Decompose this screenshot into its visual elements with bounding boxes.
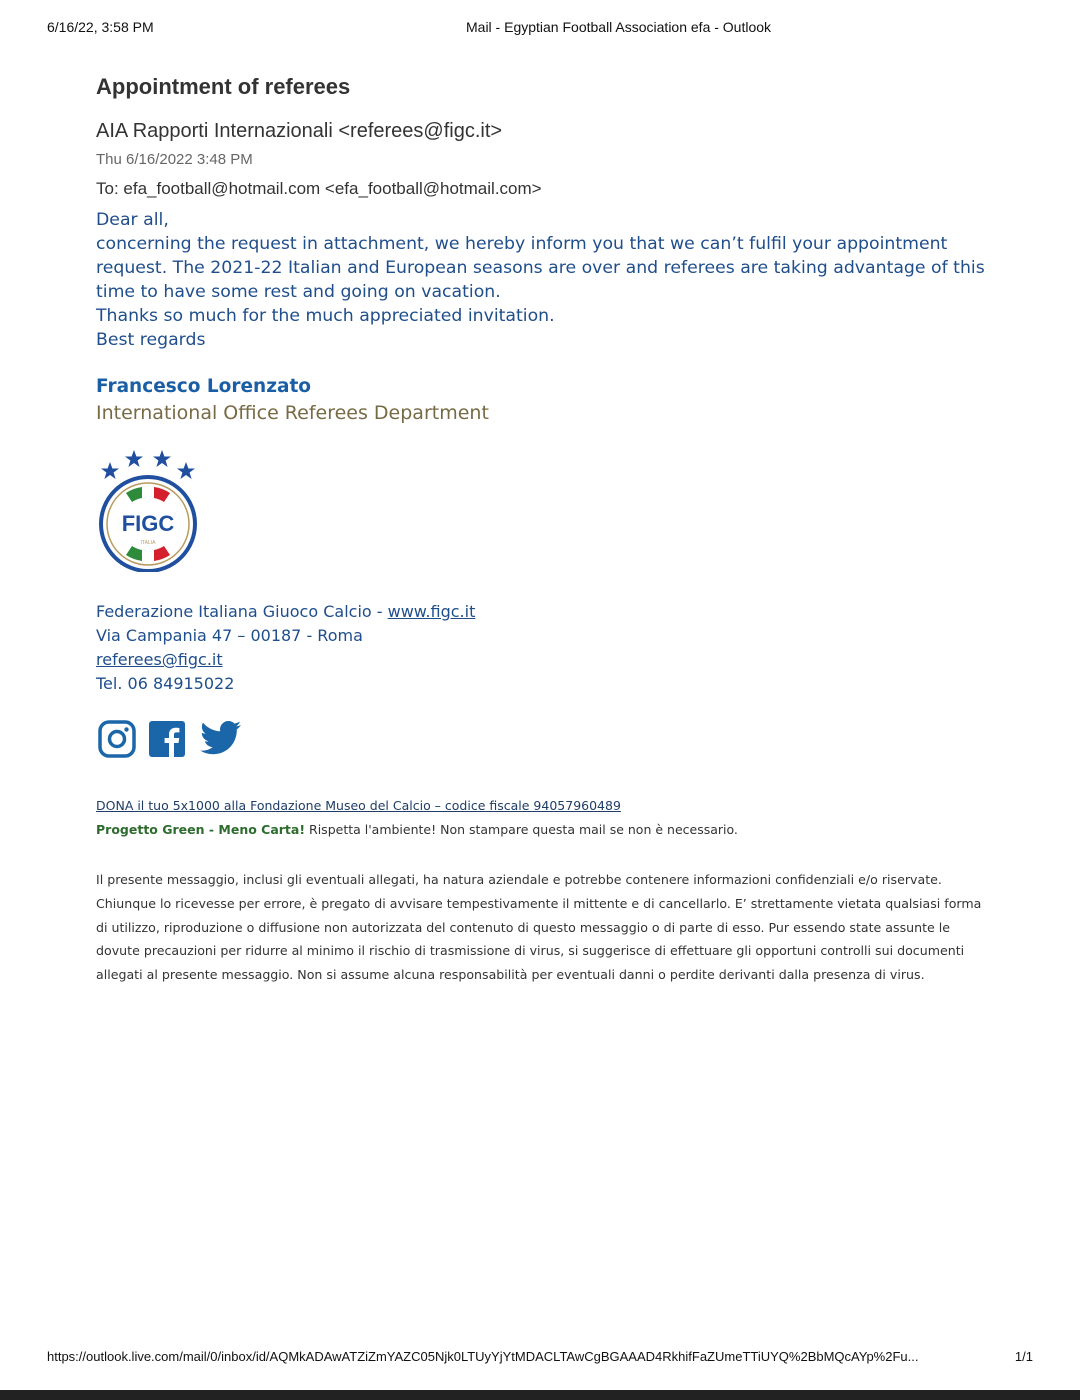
- green-label: Progetto Green - Meno Carta!: [96, 822, 306, 837]
- org-name: Federazione Italiana Giuoco Calcio -: [96, 602, 388, 621]
- bottom-edge-bar: [0, 1390, 1080, 1400]
- print-url: https://outlook.live.com/mail/0/inbox/id/AQMkADAwATZiZmYAZC05Njk0LTUyYjYtMDACLTAwCgBGAAAD4RkhifFaZUmeTTiUYQ%2BbMQcAYp%2Fu...: [47, 1349, 919, 1364]
- social-links: [98, 720, 236, 758]
- legal-disclaimer: Il presente messaggio, inclusi gli eventuali allegati, ha natura aziendale e potrebbe contenere informazioni confidenziali e/o riservate. Chiunque lo ricevesse per errore, è pregato di avvisare tempestivamente il mittente e di cancellarlo. E’ strettamente vietata qualsiasi forma di utilizzo, riproduzione o diffusione non autorizzata del contenuto di questo messaggio o di parte di esso. Pur essendo state assunte le dovute precauzioni per ridurre al minimo il rischio di trasmissione di virus, si suggerisce di effettuare gli opportuni controlli sui documenti allegati al presente messaggio. Non si assume alcuna responsabilità per eventuali danni o perdite derivanti dalla presenza di virus.: [96, 872, 982, 983]
- twitter-icon[interactable]: [198, 720, 236, 758]
- print-date: 6/16/22, 3:58 PM: [47, 19, 154, 35]
- body-thanks: Thanks so much for the much appreciated invitation.: [96, 306, 555, 326]
- email-subject: Appointment of referees: [96, 74, 351, 99]
- email-body: [96, 208, 996, 352]
- signature-contact: [96, 600, 475, 696]
- dona-link[interactable]: DONA il tuo 5x1000 alla Fondazione Museo del Calcio – codice fiscale 94057960489: [96, 798, 621, 813]
- star-icon: [125, 450, 143, 467]
- email-datetime: Thu 6/16/2022 3:48 PM: [96, 151, 253, 168]
- body-greeting: Dear all,: [96, 210, 169, 230]
- signature-name: Francesco Lorenzato: [96, 376, 312, 397]
- body-paragraph: concerning the request in attachment, we hereby inform you that we can’t fulfil your appointment request. The 2021-22 Italian and European seasons are over and referees are taking advantage of this time to have some rest and going on vacation.: [96, 234, 985, 302]
- green-notice: [96, 822, 738, 837]
- print-title: Mail - Egyptian Football Association efa - Outlook: [466, 19, 772, 35]
- email-link[interactable]: referees@figc.it: [96, 650, 223, 669]
- website-link[interactable]: www.figc.it: [387, 602, 476, 621]
- green-text: Rispetta l'ambiente! Non stampare questa mail se non è necessario.: [305, 822, 738, 837]
- print-header: [47, 19, 1033, 37]
- signature-department: International Office Referees Department: [96, 402, 489, 424]
- page-number: 1/1: [1014, 1349, 1033, 1364]
- email-sender[interactable]: AIA Rapporti Internazionali <referees@figc.it>: [96, 120, 503, 142]
- facebook-icon[interactable]: [148, 720, 186, 758]
- star-icon: [177, 462, 195, 479]
- org-line: [96, 600, 475, 624]
- body-closing: Best regards: [96, 330, 206, 350]
- email-recipient[interactable]: To: efa_football@hotmail.com <efa_football@hotmail.com>: [96, 179, 542, 198]
- instagram-icon[interactable]: [98, 720, 136, 758]
- logo-text: FIGC: [121, 511, 175, 536]
- star-icon: [153, 450, 171, 467]
- phone: Tel. 06 84915022: [96, 674, 235, 693]
- logo-subtext: ITALIA: [140, 540, 156, 546]
- figc-logo: [96, 448, 200, 572]
- star-icon: [101, 462, 119, 479]
- address: Via Campania 47 – 00187 - Roma: [96, 626, 363, 645]
